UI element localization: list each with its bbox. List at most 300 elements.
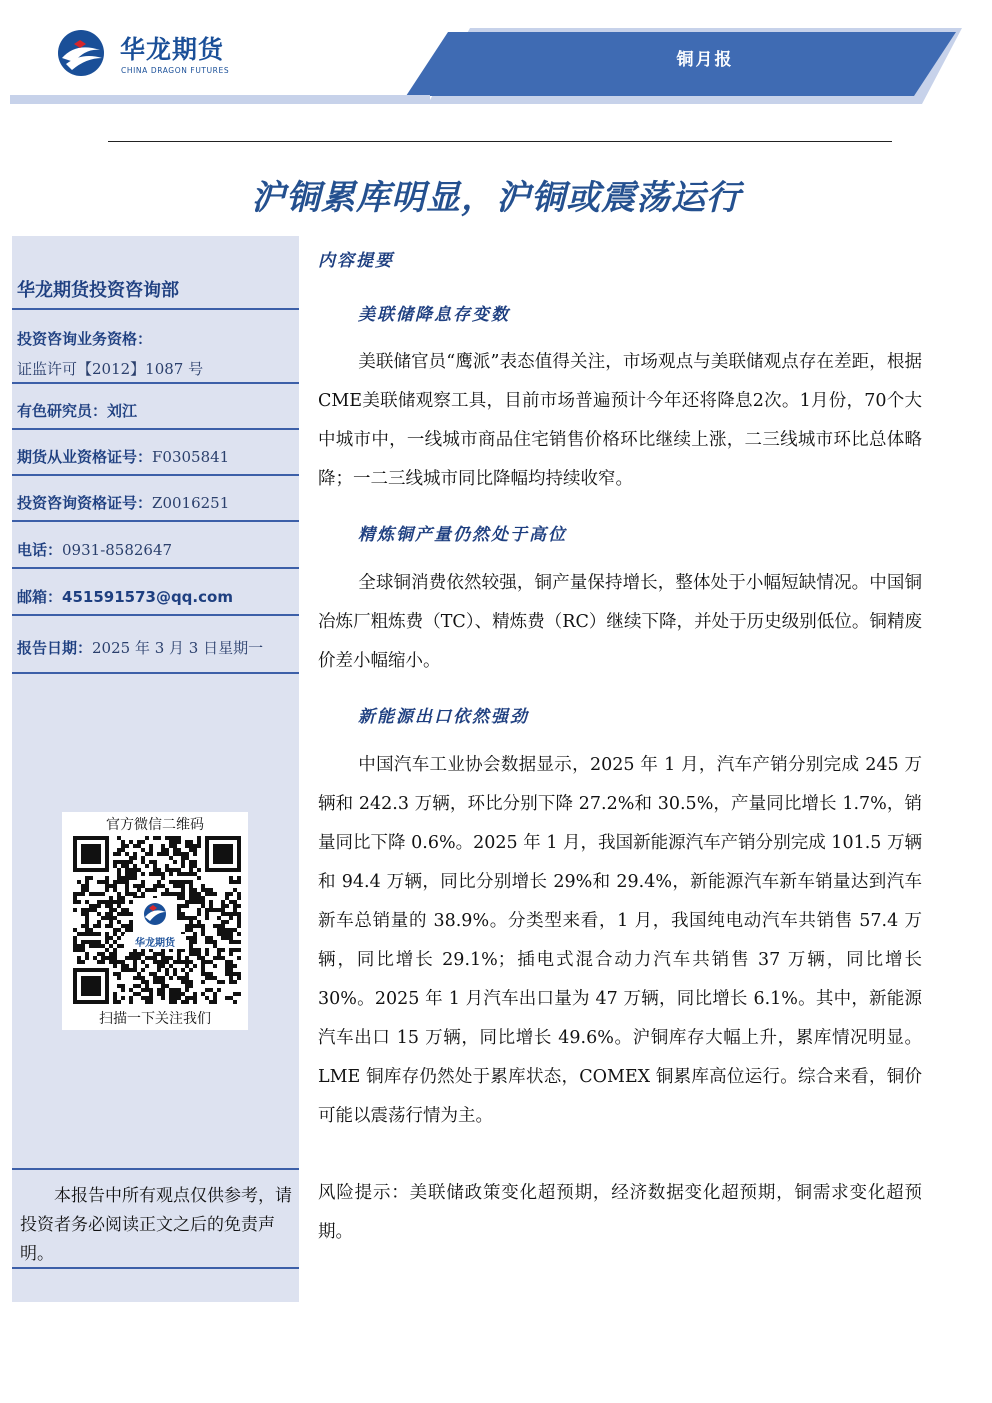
qr-module [113, 880, 117, 884]
qr-module [225, 964, 229, 968]
qr-module [125, 868, 129, 872]
qr-module [229, 968, 233, 972]
qr-module [217, 924, 221, 928]
qr-module [81, 884, 85, 888]
qr-module [149, 860, 153, 864]
qr-module [117, 1000, 121, 1004]
qr-module [113, 952, 117, 956]
qr-module [121, 996, 125, 1000]
qr-module [225, 892, 229, 896]
qr-module [133, 884, 137, 888]
qr-module [133, 872, 137, 876]
qr-module [181, 860, 185, 864]
qr-module [105, 912, 109, 916]
qr-module [117, 904, 121, 908]
qr-module [101, 952, 105, 956]
email-row: 邮箱：451591573@qq.com [17, 588, 233, 606]
qr-module [105, 932, 109, 936]
qr-module [237, 992, 241, 996]
qr-module [189, 948, 193, 952]
qr-module [205, 916, 209, 920]
qr-module [161, 988, 165, 992]
qr-module [189, 868, 193, 872]
qr-module [117, 912, 121, 916]
qr-module [113, 960, 117, 964]
qr-module [197, 912, 201, 916]
qr-module [201, 900, 205, 904]
phone-row: 电话：0931-8582647 [17, 541, 173, 559]
section-body: 美联储官员“鹰派”表态值得关注，市场观点与美联储观点存在差距，根据CME美联储观察工具，目前市场普遍预计今年还将降息2次。1月份，70个大中城市中，一线城市商品住宅销售价格环比继续上涨，二三线城市环比总体略降；一二三线城市同比降幅均持续收窄。 [318, 352, 922, 489]
qr-module [77, 956, 81, 960]
qr-module [129, 996, 133, 1000]
qr-module [101, 900, 105, 904]
qr-module [81, 932, 85, 936]
qr-module [173, 960, 177, 964]
qr-module [181, 888, 185, 892]
qr-module [157, 884, 161, 888]
qr-module [189, 980, 193, 984]
qr-module [73, 892, 77, 896]
qr-module [225, 920, 229, 924]
qr-module [185, 980, 189, 984]
qr-module [237, 932, 241, 936]
qr-module [197, 868, 201, 872]
qr-module [177, 836, 181, 840]
qr-module [229, 976, 233, 980]
qr-module [201, 992, 205, 996]
qr-module [217, 908, 221, 912]
qr-module [161, 996, 165, 1000]
qr-module [133, 968, 137, 972]
qr-module [165, 888, 169, 892]
qr-module [125, 844, 129, 848]
qr-module [161, 844, 165, 848]
qr-module [161, 884, 165, 888]
sidebar-divider [12, 382, 299, 384]
qr-module [173, 848, 177, 852]
qr-module [185, 996, 189, 1000]
qr-module [193, 864, 197, 868]
sidebar-divider [12, 1168, 299, 1170]
qr-module [197, 900, 201, 904]
wechat-qr-code [62, 812, 248, 1030]
qr-module [197, 892, 201, 896]
qr-module [153, 972, 157, 976]
qr-module [137, 844, 141, 848]
qr-module [221, 936, 225, 940]
qr-module [165, 852, 169, 856]
qr-module [105, 948, 109, 952]
qr-module [205, 952, 209, 956]
qr-module [165, 868, 169, 872]
qr-module [149, 956, 153, 960]
qr-module [221, 956, 225, 960]
qr-module [125, 924, 129, 928]
qr-module [157, 980, 161, 984]
sidebar-divider [12, 1267, 299, 1269]
qr-module [113, 900, 117, 904]
qr-module [237, 924, 241, 928]
qr-module [125, 880, 129, 884]
qr-module [209, 976, 213, 980]
qr-module [137, 888, 141, 892]
qr-module [181, 852, 185, 856]
qr-module [129, 876, 133, 880]
qr-module [229, 948, 233, 952]
qr-module [125, 908, 129, 912]
qr-module [165, 956, 169, 960]
qr-module [73, 908, 77, 912]
qr-module [209, 904, 213, 908]
qr-module [121, 876, 125, 880]
qr-module [229, 996, 233, 1000]
qr-module [141, 968, 145, 972]
qr-module [109, 960, 113, 964]
qr-module [133, 868, 137, 872]
qr-module [113, 852, 117, 856]
qr-module [193, 996, 197, 1000]
qr-module [153, 956, 157, 960]
qr-module [221, 948, 225, 952]
qr-module [181, 884, 185, 888]
qr-module [85, 928, 89, 932]
qr-module [169, 1000, 173, 1004]
qr-center-logo-text: 华龙期货 [124, 934, 186, 949]
qr-module [189, 896, 193, 900]
section-body: 中国汽车工业协会数据显示，2025 年 1 月，汽车产销分别完成 245 万辆和 242.3 万辆，环比分别下降 27.2%和 30.5%，产量同比增长 1.7%，销量同比下降 0.6%。2025 年 1 月，我国新能源汽车产销分别完成 101.5 万辆和 94.4 万辆，同比分别增长 29%和 29.4%，新能源汽车新车销量达到汽车新车总销量的 38.9%。分类型来看，1 月，我国纯电动汽车共销售 57.4 万辆，同比增长 29.1%；插电式混合动力汽车共销售 37 万辆，同比增长 30%。2025 年 1 月汽车出口量为 47 万辆，同比增长 6.1%。其中，新能源汽车出口 15 万辆，同比增长 49.6%。沪铜库存大幅上升，累库情况明显。LME 铜库存仍然处于累库状态，COMEX 铜累库高位运行。综合来看，铜价可能以震荡行情为主。 [318, 755, 922, 1126]
qr-module [141, 884, 145, 888]
qr-module [189, 888, 193, 892]
qr-module [193, 948, 197, 952]
qr-module [169, 840, 173, 844]
qr-module [173, 836, 177, 840]
sidebar-department: 华龙期货投资咨询部 [17, 280, 179, 301]
qr-module [233, 992, 237, 996]
qr-module [113, 932, 117, 936]
qr-module [201, 884, 205, 888]
qr-module [237, 976, 241, 980]
qr-module [121, 960, 125, 964]
qr-module [197, 948, 201, 952]
qr-module [229, 912, 233, 916]
section-title: 美联储降息存变数 [358, 305, 510, 325]
qr-module [189, 916, 193, 920]
qr-module [113, 940, 117, 944]
qr-module [89, 944, 93, 948]
qr-module [129, 892, 133, 896]
qr-module [197, 956, 201, 960]
sidebar-divider [12, 520, 299, 522]
qr-module [217, 952, 221, 956]
qr-module [157, 880, 161, 884]
qr-module [165, 892, 169, 896]
qr-module [177, 996, 181, 1000]
qr-module [125, 884, 129, 888]
qr-module [73, 936, 77, 940]
qr-module [197, 920, 201, 924]
qr-module [125, 876, 129, 880]
qr-module [185, 984, 189, 988]
qr-module [85, 924, 89, 928]
qualification-label: 投资咨询业务资格： [17, 330, 153, 348]
qr-module [177, 884, 181, 888]
qr-module [197, 876, 201, 880]
qr-module [169, 956, 173, 960]
qr-module [177, 952, 181, 956]
qr-module [125, 964, 129, 968]
qr-module [117, 920, 121, 924]
qr-module [221, 928, 225, 932]
qr-module [165, 836, 169, 840]
qr-module [105, 900, 109, 904]
qr-module [161, 960, 165, 964]
qr-module [177, 988, 181, 992]
qr-module [133, 856, 137, 860]
qr-module [133, 844, 137, 848]
qr-module [209, 972, 213, 976]
qr-module [213, 940, 217, 944]
qr-module [157, 992, 161, 996]
qr-module [193, 936, 197, 940]
qr-module [233, 904, 237, 908]
qr-module [133, 960, 137, 964]
qr-module [97, 880, 101, 884]
qr-module [129, 856, 133, 860]
qr-module [169, 868, 173, 872]
qr-module [177, 904, 181, 908]
qr-module [109, 908, 113, 912]
qr-module [225, 928, 229, 932]
qr-module [73, 928, 77, 932]
qr-module [181, 896, 185, 900]
qr-module [185, 904, 189, 908]
section-body: 全球铜消费依然较强，铜产量保持增长，整体处于小幅短缺情况。中国铜冶炼厂粗炼费（TC）、精炼费（RC）继续下降，并处于历史级别低位。铜精废价差小幅缩小。 [318, 573, 922, 671]
qr-module [121, 908, 125, 912]
qr-module [205, 940, 209, 944]
qr-module [229, 876, 233, 880]
qr-module [217, 928, 221, 932]
qr-module [97, 904, 101, 908]
qr-module [181, 904, 185, 908]
qr-module [201, 980, 205, 984]
qr-module [117, 972, 121, 976]
qr-module [173, 884, 177, 888]
qr-module [221, 924, 225, 928]
qr-module [201, 924, 205, 928]
qr-module [149, 988, 153, 992]
qr-module [157, 836, 161, 840]
qr-module [237, 916, 241, 920]
qr-module [205, 960, 209, 964]
qr-module [205, 912, 209, 916]
qr-module [189, 848, 193, 852]
qr-module [193, 924, 197, 928]
qr-module [153, 888, 157, 892]
qr-module [77, 944, 81, 948]
qr-module [201, 896, 205, 900]
qr-module [109, 916, 113, 920]
qr-module [153, 872, 157, 876]
qr-module [181, 864, 185, 868]
qr-module [173, 992, 177, 996]
qr-module [81, 892, 85, 896]
qr-module [97, 920, 101, 924]
qr-module [229, 892, 233, 896]
qr-module [221, 912, 225, 916]
qr-module [189, 864, 193, 868]
qr-module [233, 908, 237, 912]
qr-module [121, 844, 125, 848]
qr-module [213, 1000, 217, 1004]
qr-module [137, 984, 141, 988]
qr-module [157, 872, 161, 876]
qr-module [97, 900, 101, 904]
qr-module [133, 984, 137, 988]
qr-module [141, 840, 145, 844]
qr-module [193, 900, 197, 904]
qr-module [193, 896, 197, 900]
qr-module [173, 1000, 177, 1004]
qr-module [233, 880, 237, 884]
qr-module [157, 968, 161, 972]
qr-module [113, 916, 117, 920]
qr-module [117, 872, 121, 876]
qr-module [173, 892, 177, 896]
qr-module [197, 836, 201, 840]
qr-module [189, 920, 193, 924]
invest-cert-row: 投资咨询资格证号：Z0016251 [17, 494, 230, 512]
qr-module [229, 880, 233, 884]
qr-module [177, 852, 181, 856]
qr-module [157, 976, 161, 980]
qr-module [77, 932, 81, 936]
qr-module [177, 992, 181, 996]
qr-module [205, 948, 209, 952]
qr-module [85, 888, 89, 892]
qr-module [185, 972, 189, 976]
sidebar-divider [12, 428, 299, 430]
qr-module [109, 920, 113, 924]
qr-module [145, 852, 149, 856]
qr-module [109, 924, 113, 928]
qr-module [201, 888, 205, 892]
qr-module [161, 892, 165, 896]
qr-module [153, 864, 157, 868]
qr-module [125, 860, 129, 864]
qr-module [129, 1000, 133, 1004]
qr-module [105, 904, 109, 908]
qr-module [165, 972, 169, 976]
qr-module [189, 840, 193, 844]
qr-module [181, 880, 185, 884]
qr-module [145, 956, 149, 960]
qr-module [213, 992, 217, 996]
qr-module [145, 836, 149, 840]
qr-module [73, 900, 77, 904]
qr-module [105, 924, 109, 928]
qr-module [161, 876, 165, 880]
qr-module [193, 932, 197, 936]
qr-module [117, 896, 121, 900]
qr-module [93, 956, 97, 960]
qr-module [125, 872, 129, 876]
qr-module [233, 928, 237, 932]
qr-module [161, 852, 165, 856]
qr-module [193, 1000, 197, 1004]
qr-module [201, 960, 205, 964]
qr-module [225, 904, 229, 908]
qr-module [185, 900, 189, 904]
qr-module [153, 976, 157, 980]
qr-module [125, 928, 129, 932]
qr-module [105, 876, 109, 880]
qr-module [93, 892, 97, 896]
qr-module [129, 872, 133, 876]
qr-module [117, 876, 121, 880]
qr-module [145, 864, 149, 868]
qr-module [113, 1000, 117, 1004]
qr-module [113, 996, 117, 1000]
qr-module [197, 908, 201, 912]
qr-module [109, 900, 113, 904]
qr-module [125, 956, 129, 960]
qr-module [161, 980, 165, 984]
qr-module [105, 880, 109, 884]
qr-module [153, 860, 157, 864]
qr-module [173, 972, 177, 976]
qr-module [85, 920, 89, 924]
qr-module [129, 988, 133, 992]
qr-module [205, 936, 209, 940]
qr-module [153, 960, 157, 964]
qr-module [117, 860, 121, 864]
qr-module [193, 916, 197, 920]
qr-module [93, 908, 97, 912]
qr-module [145, 988, 149, 992]
qr-module [113, 864, 117, 868]
qr-module [105, 936, 109, 940]
qr-module [213, 908, 217, 912]
qr-module [213, 892, 217, 896]
qr-module [145, 980, 149, 984]
qr-module [133, 892, 137, 896]
qr-module [109, 944, 113, 948]
qr-module [137, 992, 141, 996]
qr-module [97, 944, 101, 948]
qr-module [173, 844, 177, 848]
qr-module [173, 840, 177, 844]
qr-module [185, 964, 189, 968]
qr-module [89, 932, 93, 936]
qr-module [189, 860, 193, 864]
qr-module [237, 904, 241, 908]
qr-module [237, 912, 241, 916]
qr-module [133, 964, 137, 968]
qr-module [177, 880, 181, 884]
qr-module [157, 988, 161, 992]
qr-module [89, 940, 93, 944]
qr-module [85, 884, 89, 888]
qr-module [189, 892, 193, 896]
qr-module [121, 848, 125, 852]
qr-module [101, 880, 105, 884]
qr-module [113, 908, 117, 912]
qr-module [173, 880, 177, 884]
qr-module [141, 880, 145, 884]
qr-module [121, 900, 125, 904]
qr-module [81, 944, 85, 948]
qr-module [89, 928, 93, 932]
